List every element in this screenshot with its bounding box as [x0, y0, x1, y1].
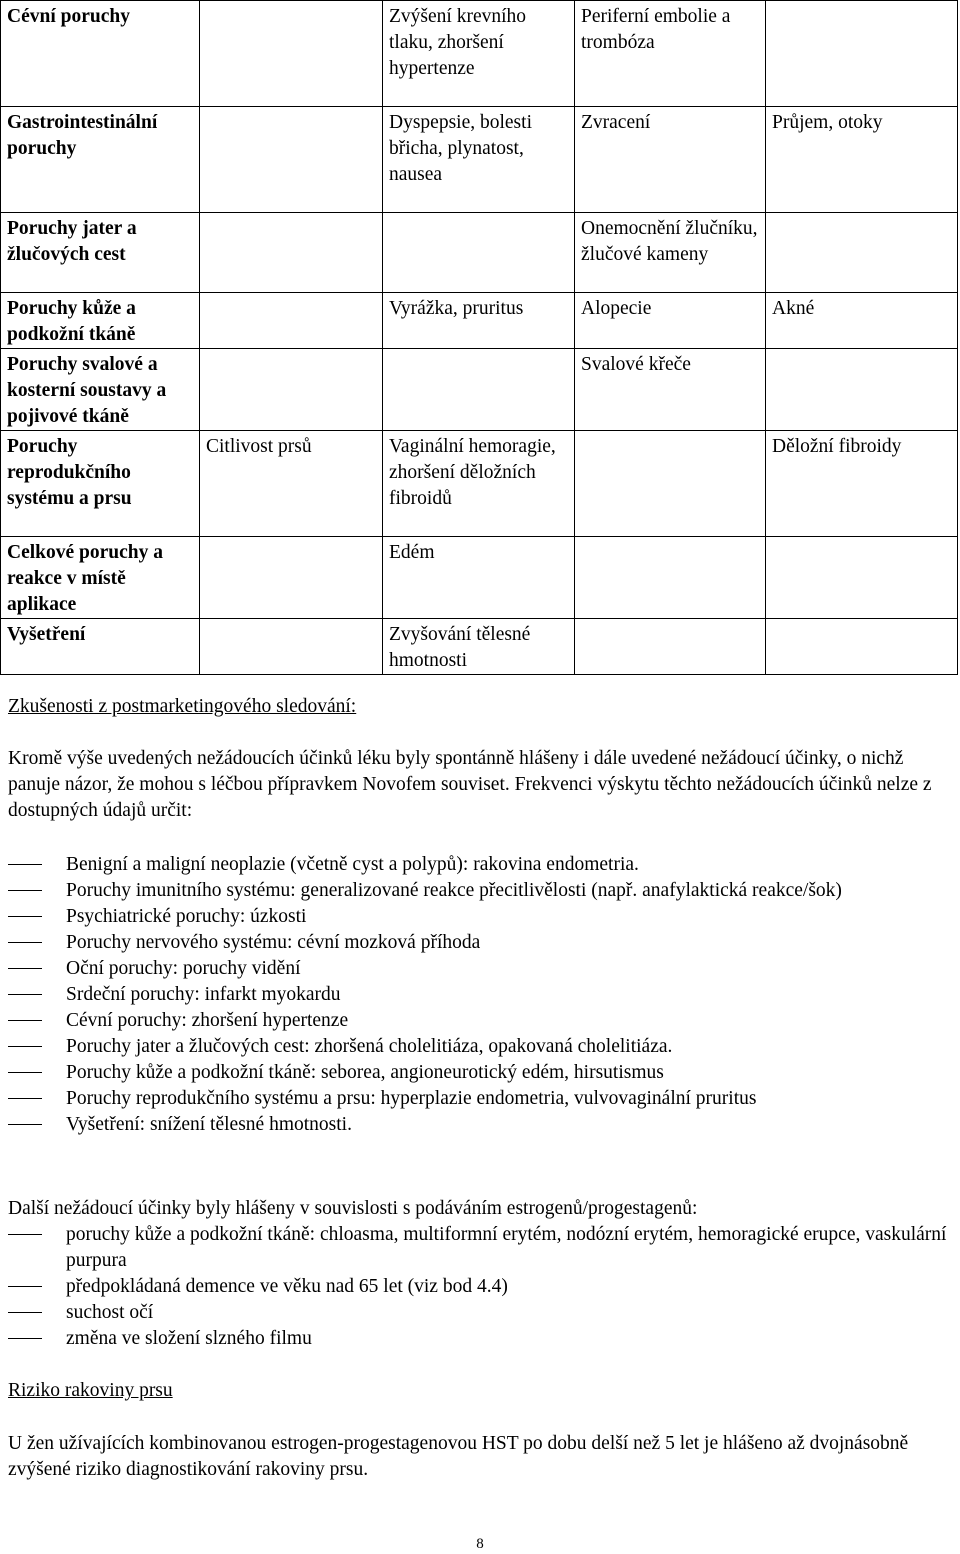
- adverse-effects-table: [0, 0, 958, 675]
- frequency-cell: [200, 107, 383, 213]
- other-effects-intro: Další nežádoucí účinky byly hlášeny v souvislosti s podáváním estrogenů/progestagenů:: [8, 1198, 698, 1219]
- table-row: [1, 537, 958, 619]
- list-item: Cévní poruchy: zhoršení hypertenze: [8, 1008, 948, 1034]
- frequency-cell: [766, 537, 958, 619]
- frequency-cell: [383, 213, 575, 293]
- frequency-cell: [383, 349, 575, 431]
- frequency-cell: [200, 349, 383, 431]
- list-item: Vyšetření: snížení tělesné hmotnosti.: [8, 1112, 948, 1138]
- frequency-cell: [766, 349, 958, 431]
- list-item: Poruchy reprodukčního systému a prsu: hyperplazie endometria, vulvovaginální pruritus: [8, 1086, 948, 1112]
- table-row: [1, 431, 958, 537]
- postmarketing-intro: Kromě výše uvedených nežádoucích účinků léku byly spontánně hlášeny i dále uvedené nežádoucí účinky, o nichž panuje názor, že mohou s léčbou přípravkem Novofem souviset. Frekvenci výskytu těchto nežádoucích účinků nelze z dostupných údajů určit:: [8, 748, 932, 821]
- postmarketing-list: [8, 852, 948, 1138]
- table-row: [1, 1, 958, 107]
- list-item: Poruchy nervového systému: cévní mozková příhoda: [8, 930, 948, 956]
- list-item: Poruchy imunitního systému: generalizované reakce přecitlivělosti (např. anafylaktická reakce/šok): [8, 878, 948, 904]
- frequency-cell: Zvýšení krevního tlaku, zhoršení hypertenze: [383, 1, 575, 107]
- organ-class-cell: Poruchy reprodukčního systému a prsu: [1, 431, 200, 537]
- frequency-cell: Alopecie: [575, 293, 766, 349]
- frequency-cell: Vyrážka, pruritus: [383, 293, 575, 349]
- dash-marker: [8, 1020, 42, 1021]
- other-effects-list: [8, 1222, 948, 1352]
- list-item: suchost očí: [8, 1300, 948, 1326]
- list-item: Benigní a maligní neoplazie (včetně cyst a polypů): rakovina endometria.: [8, 852, 948, 878]
- frequency-cell: [575, 537, 766, 619]
- organ-class-cell: Poruchy svalové a kosterní soustavy a pojivové tkáně: [1, 349, 200, 431]
- frequency-cell: [766, 213, 958, 293]
- list-item: Srdeční poruchy: infarkt myokardu: [8, 982, 948, 1008]
- frequency-cell: Periferní embolie a trombóza: [575, 1, 766, 107]
- frequency-cell: Děložní fibroidy: [766, 431, 958, 537]
- frequency-cell: [200, 537, 383, 619]
- frequency-cell: [200, 213, 383, 293]
- frequency-cell: [766, 1, 958, 107]
- risk-heading: Riziko rakoviny prsu: [8, 1380, 173, 1401]
- table-row: [1, 213, 958, 293]
- dash-marker: [8, 1072, 42, 1073]
- list-item: předpokládaná demence ve věku nad 65 let (viz bod 4.4): [8, 1274, 948, 1300]
- page-number: 8: [476, 1536, 484, 1552]
- dash-marker: [8, 890, 42, 891]
- organ-class-cell: Vyšetření: [1, 619, 200, 675]
- frequency-cell: [766, 619, 958, 675]
- risk-text: U žen užívajících kombinovanou estrogen-progestagenovou HST po dobu delší než 5 let je hlášeno až dvojnásobně zvýšené riziko diagnostikování rakoviny prsu.: [8, 1433, 909, 1480]
- organ-class-cell: Cévní poruchy: [1, 1, 200, 107]
- frequency-cell: [200, 1, 383, 107]
- list-item: Psychiatrické poruchy: úzkosti: [8, 904, 948, 930]
- list-item: poruchy kůže a podkožní tkáně: chloasma, multiformní erytém, nodózní erytém, hemoragické erupce, vaskulární purpura: [8, 1222, 948, 1274]
- frequency-cell: Akné: [766, 293, 958, 349]
- dash-marker: [8, 1234, 42, 1235]
- frequency-cell: [575, 431, 766, 537]
- dash-marker: [8, 968, 42, 969]
- dash-marker: [8, 942, 42, 943]
- postmarketing-heading: Zkušenosti z postmarketingového sledování:: [8, 696, 357, 717]
- frequency-cell: [200, 619, 383, 675]
- organ-class-cell: Gastrointestinální poruchy: [1, 107, 200, 213]
- frequency-cell: Zvracení: [575, 107, 766, 213]
- frequency-cell: [200, 293, 383, 349]
- frequency-cell: Edém: [383, 537, 575, 619]
- dash-marker: [8, 864, 42, 865]
- list-item: Poruchy kůže a podkožní tkáně: seborea, angioneurotický edém, hirsutismus: [8, 1060, 948, 1086]
- organ-class-cell: Celkové poruchy a reakce v místě aplikace: [1, 537, 200, 619]
- frequency-cell: Průjem, otoky: [766, 107, 958, 213]
- frequency-cell: [575, 619, 766, 675]
- frequency-cell: Dyspepsie, bolesti břicha, plynatost, nausea: [383, 107, 575, 213]
- table-row: [1, 349, 958, 431]
- frequency-cell: Vaginální hemoragie, zhoršení děložních fibroidů: [383, 431, 575, 537]
- dash-marker: [8, 916, 42, 917]
- list-item: Oční poruchy: poruchy vidění: [8, 956, 948, 982]
- dash-marker: [8, 1098, 42, 1099]
- list-item: Poruchy jater a žlučových cest: zhoršená cholelitiáza, opakovaná cholelitiáza.: [8, 1034, 948, 1060]
- frequency-cell: Citlivost prsů: [200, 431, 383, 537]
- dash-marker: [8, 1338, 42, 1339]
- frequency-cell: Onemocnění žlučníku, žlučové kameny: [575, 213, 766, 293]
- dash-marker: [8, 1124, 42, 1125]
- frequency-cell: Svalové křeče: [575, 349, 766, 431]
- table-row: [1, 107, 958, 213]
- dash-marker: [8, 1046, 42, 1047]
- dash-marker: [8, 994, 42, 995]
- organ-class-cell: Poruchy kůže a podkožní tkáně: [1, 293, 200, 349]
- table-row: [1, 293, 958, 349]
- frequency-cell: Zvyšování tělesné hmotnosti: [383, 619, 575, 675]
- organ-class-cell: Poruchy jater a žlučových cest: [1, 213, 200, 293]
- dash-marker: [8, 1286, 42, 1287]
- table-row: [1, 619, 958, 675]
- dash-marker: [8, 1312, 42, 1313]
- list-item: změna ve složení slzného filmu: [8, 1326, 948, 1352]
